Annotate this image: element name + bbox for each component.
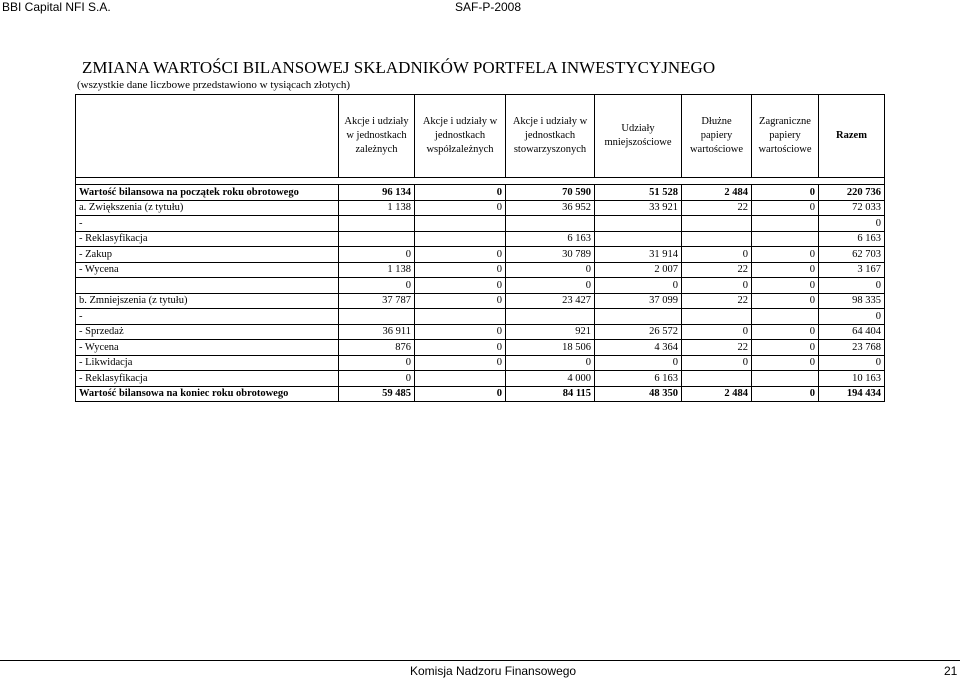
table-row	[76, 386, 885, 402]
table-cell: 0	[415, 278, 506, 294]
table-cell: 0	[339, 355, 415, 371]
table-row	[76, 216, 885, 232]
table-cell: 0	[752, 278, 819, 294]
table-cell: 98 335	[819, 293, 885, 309]
table-cell: 3 167	[819, 262, 885, 278]
table-cell: 0	[595, 355, 682, 371]
table-cell	[595, 231, 682, 247]
table-cell: 0	[682, 355, 752, 371]
column-header: Akcje i udziały w jednostkach zależnych	[339, 95, 415, 178]
table-cell	[595, 216, 682, 232]
table-cell: 1 138	[339, 200, 415, 216]
table-cell: 0	[415, 247, 506, 263]
table-cell: 33 921	[595, 200, 682, 216]
table-cell: 0	[752, 386, 819, 402]
table-row	[76, 324, 885, 340]
row-label: - Likwidacja	[76, 355, 339, 371]
row-label: b. Zmniejszenia (z tytułu)	[76, 293, 339, 309]
table-cell: 2 484	[682, 185, 752, 201]
row-label: - Wycena	[76, 262, 339, 278]
table-cell: 10 163	[819, 371, 885, 387]
table-cell: 0	[752, 355, 819, 371]
spacer-row	[76, 178, 885, 185]
table-cell: 22	[682, 262, 752, 278]
table-cell: 1 138	[339, 262, 415, 278]
table-header-row	[76, 95, 885, 178]
row-label: - Wycena	[76, 340, 339, 356]
page-title: ZMIANA WARTOŚCI BILANSOWEJ SKŁADNIKÓW PORTFELA INWESTYCYJNEGO	[82, 58, 716, 77]
table-cell: 0	[415, 340, 506, 356]
spacer-cell	[76, 178, 885, 185]
row-label: - Reklasyfikacja	[76, 371, 339, 387]
table-cell: 96 134	[339, 185, 415, 201]
table-cell: 31 914	[595, 247, 682, 263]
header-empty-cell	[76, 95, 339, 178]
row-label	[76, 278, 339, 294]
table-cell: 22	[682, 200, 752, 216]
row-label: a. Zwiększenia (z tytułu)	[76, 200, 339, 216]
table-cell	[415, 216, 506, 232]
table-cell: 6 163	[506, 231, 595, 247]
table-cell	[415, 231, 506, 247]
table-cell	[415, 371, 506, 387]
table-cell: 194 434	[819, 386, 885, 402]
table-cell: 2 484	[682, 386, 752, 402]
table-row	[76, 371, 885, 387]
row-label: Wartość bilansowa na koniec roku obrotowego	[76, 386, 339, 402]
table-row	[76, 340, 885, 356]
table-cell	[339, 309, 415, 325]
table-cell: 0	[415, 324, 506, 340]
table-cell: 72 033	[819, 200, 885, 216]
table-cell: 36 911	[339, 324, 415, 340]
table-cell	[682, 309, 752, 325]
table-cell: 0	[415, 386, 506, 402]
row-label: -	[76, 309, 339, 325]
table-cell: 0	[415, 355, 506, 371]
column-header: Zagraniczne papiery wartościowe	[752, 95, 819, 178]
table-cell: 22	[682, 293, 752, 309]
table-cell: 62 703	[819, 247, 885, 263]
table-cell: 0	[506, 355, 595, 371]
table-cell	[752, 371, 819, 387]
footer-institution: Komisja Nadzoru Finansowego	[410, 664, 577, 678]
column-header: Udziały mniejszościowe	[595, 95, 682, 178]
table-cell: 0	[682, 324, 752, 340]
table-cell	[752, 216, 819, 232]
table-cell: 70 590	[506, 185, 595, 201]
table-cell: 0	[595, 278, 682, 294]
table-cell	[339, 216, 415, 232]
table-row	[76, 293, 885, 309]
table-cell: 0	[819, 216, 885, 232]
report-code: SAF-P-2008	[455, 0, 522, 14]
table-cell: 48 350	[595, 386, 682, 402]
table-cell: 0	[415, 200, 506, 216]
table-cell: 0	[682, 278, 752, 294]
table-row	[76, 247, 885, 263]
row-label: -	[76, 216, 339, 232]
table-cell	[506, 309, 595, 325]
table-cell: 0	[415, 185, 506, 201]
page-number: 21	[944, 664, 958, 678]
table-row	[76, 185, 885, 201]
footer-divider	[0, 660, 960, 661]
column-header: Akcje i udziały w jednostkach współzależnych	[415, 95, 506, 178]
table-cell: 37 099	[595, 293, 682, 309]
row-label: - Zakup	[76, 247, 339, 263]
row-label: Wartość bilansowa na początek roku obrotowego	[76, 185, 339, 201]
table-cell: 876	[339, 340, 415, 356]
table-cell: 0	[339, 278, 415, 294]
table-cell: 2 007	[595, 262, 682, 278]
table-cell: 59 485	[339, 386, 415, 402]
table-cell: 0	[819, 278, 885, 294]
table-cell: 0	[506, 262, 595, 278]
row-label: - Sprzedaż	[76, 324, 339, 340]
table-cell: 4 000	[506, 371, 595, 387]
table-cell	[595, 309, 682, 325]
table-cell: 4 364	[595, 340, 682, 356]
table-cell: 921	[506, 324, 595, 340]
table-cell: 51 528	[595, 185, 682, 201]
table-cell: 6 163	[819, 231, 885, 247]
table-cell: 64 404	[819, 324, 885, 340]
table-cell	[415, 309, 506, 325]
table-cell: 0	[339, 371, 415, 387]
row-label: - Reklasyfikacja	[76, 231, 339, 247]
table-row	[76, 278, 885, 294]
table-cell: 0	[506, 278, 595, 294]
table-cell	[682, 231, 752, 247]
table-cell	[752, 309, 819, 325]
column-header: Akcje i udziały w jednostkach stowarzyszonych	[506, 95, 595, 178]
table-cell: 0	[752, 262, 819, 278]
table-cell: 0	[415, 262, 506, 278]
table-cell: 0	[752, 185, 819, 201]
company-name: BBI Capital NFI S.A.	[2, 0, 111, 14]
table-cell: 0	[415, 293, 506, 309]
table-cell: 23 427	[506, 293, 595, 309]
table-cell: 18 506	[506, 340, 595, 356]
portfolio-table	[75, 94, 885, 402]
table-row	[76, 309, 885, 325]
table-row	[76, 200, 885, 216]
table-cell: 0	[819, 309, 885, 325]
table-cell: 22	[682, 340, 752, 356]
table-row	[76, 231, 885, 247]
table-cell: 220 736	[819, 185, 885, 201]
table-body	[76, 178, 885, 402]
table-cell: 26 572	[595, 324, 682, 340]
table-cell: 6 163	[595, 371, 682, 387]
page-subtitle: (wszystkie dane liczbowe przedstawiono w tysiącach złotych)	[77, 79, 351, 91]
table-cell	[506, 216, 595, 232]
table-cell	[682, 371, 752, 387]
table-cell: 30 789	[506, 247, 595, 263]
table-cell	[682, 216, 752, 232]
table-cell: 0	[682, 247, 752, 263]
table-cell: 0	[752, 247, 819, 263]
table-cell	[752, 231, 819, 247]
table-cell: 36 952	[506, 200, 595, 216]
column-header-total: Razem	[819, 95, 885, 178]
table-cell: 0	[752, 200, 819, 216]
table-row	[76, 355, 885, 371]
table-cell: 0	[752, 293, 819, 309]
table-cell: 37 787	[339, 293, 415, 309]
table-cell	[339, 231, 415, 247]
table-cell: 0	[752, 324, 819, 340]
table-cell: 0	[339, 247, 415, 263]
table-row	[76, 262, 885, 278]
table-cell: 0	[752, 340, 819, 356]
table-cell: 84 115	[506, 386, 595, 402]
table-cell: 23 768	[819, 340, 885, 356]
table-cell: 0	[819, 355, 885, 371]
column-header: Dłużne papiery wartościowe	[682, 95, 752, 178]
